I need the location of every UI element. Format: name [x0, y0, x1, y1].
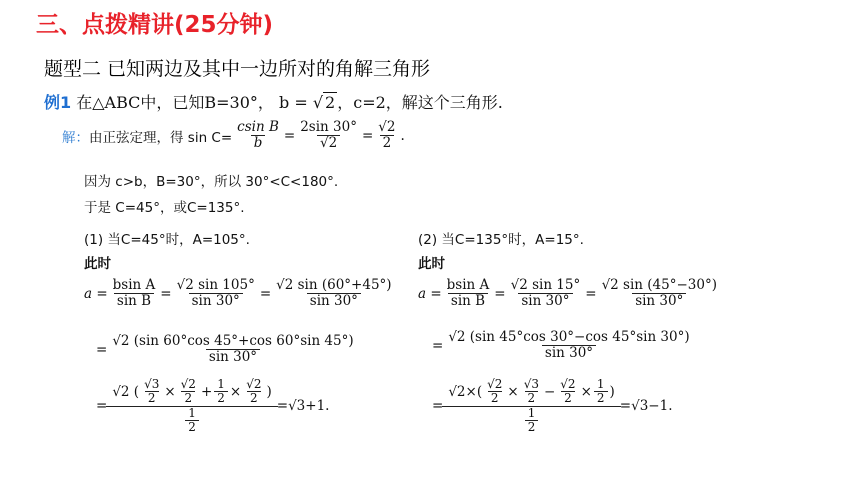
case1-heading: (1) 当C=45°时，A=105°. — [84, 232, 250, 248]
a-equals: a = — [84, 285, 108, 302]
case1-eq-2: = $\frac{√2 (\sin 60^\circ\cos 45^\circ+\cos 60^\circ\sin 45^\circ)}{\sin 30^\circ}$ — [96, 334, 359, 365]
fraction — [297, 120, 360, 151]
frac-den: 2 — [525, 420, 539, 435]
frac-num: √3 — [144, 377, 160, 391]
solution-lead: 由正弦定理，得 sin C= — [89, 129, 233, 146]
example-label: 例1 — [44, 93, 72, 112]
frac-num: 2sin 30° — [300, 119, 357, 135]
frac-num: √2 sin 15° — [510, 277, 581, 293]
frac-num: √2 — [180, 377, 196, 391]
fraction — [444, 278, 493, 309]
frac-den: 2 — [214, 391, 228, 406]
frac-num: √2 — [487, 377, 503, 391]
fraction — [508, 278, 584, 309]
frac-num: √3 — [523, 377, 539, 391]
frac-den: 2 — [185, 420, 199, 435]
frac-den — [106, 406, 277, 435]
frac-den: 2 — [247, 391, 261, 406]
fraction — [234, 120, 282, 151]
frac-den: sin 30° — [632, 293, 686, 310]
frac-den: 2 — [561, 391, 575, 406]
frac-num: bsin A — [446, 277, 490, 293]
topic-title: 题型二 已知两边及其中一边所对的角解三角形 — [44, 58, 431, 80]
fraction — [525, 407, 539, 435]
fraction — [484, 378, 505, 406]
fraction — [521, 378, 542, 406]
fraction — [599, 278, 720, 309]
frac-den: sin B — [114, 293, 154, 310]
frac-num: √2 — [560, 377, 576, 391]
solution-label: 解： — [62, 129, 89, 146]
frac-num: csin B — [237, 119, 279, 135]
frac-den: 2 — [181, 391, 195, 406]
example-b-part: b = — [279, 93, 313, 112]
frac-den: √2 — [317, 135, 340, 152]
frac-den: 2 — [525, 391, 539, 406]
frac-den: sin 30° — [542, 345, 596, 362]
frac-num: bsin A — [112, 277, 156, 293]
fraction — [174, 278, 258, 309]
fraction — [375, 120, 398, 151]
fraction — [185, 407, 199, 435]
solution-line-1: 解： 由正弦定理，得 sin C= $\frac{\text{csin B}}{b}$ = $\frac{2\sin 30^\circ}{√2}$ = $\frac{√2}{2}$ . — [62, 119, 405, 151]
frac-num: √2 (sin 60°cos 45°+cos 60°sin 45°) — [112, 333, 354, 349]
section-title: 三、点拨精讲(25分钟) — [36, 12, 274, 38]
frac-num: √2 ( $\frac{√3}{2}$ × $\frac{√2}{2}$ + $\frac{1}{2}$ × $\frac{√2}{2}$ ) — [112, 377, 272, 406]
frac-num: 1 — [188, 405, 196, 420]
fraction — [445, 378, 617, 435]
frac-den: 2 — [594, 391, 608, 406]
frac-den: b — [251, 135, 266, 152]
frac-num: 1 — [596, 377, 605, 391]
fraction — [141, 378, 162, 406]
frac-num: √2 sin 105° — [176, 277, 255, 293]
fraction — [109, 334, 356, 365]
case1-now: 此时 — [84, 256, 111, 272]
example-statement — [44, 90, 503, 113]
fraction — [110, 278, 159, 309]
solution-line-2: 因为 c>b，B=30°，所以 30°<C<180°. — [84, 174, 339, 190]
frac-num: 1 — [527, 405, 536, 420]
frac-den — [442, 406, 620, 435]
case1-eq-3: = √2 ( $\frac{√3}{2}$ × $\frac{√2}{2}$ + $\frac{1}{2}$ × $\frac{√2}{2}$ ) $\frac{1}{2}$ =√3+1. — [96, 377, 330, 435]
case2-eq-1: a = $\frac{\text{bsin A}}{\text{sin B}}$ = $\frac{√2 \sin 15^\circ}{\sin 30^\circ}$ = $\frac{√2 \sin (45^\circ-30^\circ)}{\sin 30^\circ}$ — [418, 278, 722, 309]
case1-result: =√3+1. — [276, 398, 330, 415]
frac-num: √2 (sin 45°cos 30°−cos 45°sin 30°) — [448, 329, 690, 345]
a-equals: a = — [418, 285, 442, 302]
case2-heading: (2) 当C=135°时，A=15°. — [418, 232, 584, 248]
frac-num: √2 — [378, 119, 396, 135]
frac-den: 2 — [380, 135, 395, 152]
fraction — [557, 378, 578, 406]
frac-den: sin B — [448, 293, 488, 310]
fraction — [594, 378, 608, 406]
frac-num: √2 — [246, 377, 262, 391]
frac-den: 2 — [145, 391, 159, 406]
fraction — [109, 378, 274, 435]
case2-result: =√3−1. — [619, 398, 673, 415]
frac-den: sin 30° — [307, 293, 361, 310]
example-text-1: 在△ABC中，已知B=30°， — [71, 93, 274, 112]
case2-eq-2: = $\frac{√2 (\sin 45^\circ\cos 30^\circ-\cos 45^\circ\sin 30^\circ)}{\sin 30^\circ}$ — [432, 330, 695, 361]
fraction — [178, 378, 199, 406]
fraction — [445, 330, 692, 361]
frac-num: √2 sin (45°−30°) — [601, 277, 717, 293]
fraction — [273, 278, 394, 309]
frac-den: 2 — [488, 391, 502, 406]
fraction — [243, 378, 264, 406]
fraction — [214, 378, 228, 406]
case2-now: 此时 — [418, 256, 445, 272]
frac-den: sin 30° — [189, 293, 243, 310]
example-sqrt-value: 2 — [325, 93, 336, 112]
frac-den: sin 30° — [206, 349, 260, 366]
case2-eq-3: = √2×( $\frac{√2}{2}$ × $\frac{√3}{2}$ − $\frac{√2}{2}$ × $\frac{1}{2}$ ) $\frac{1}{2}$ =√3−1. — [432, 377, 673, 435]
case1-eq-1: a = $\frac{\text{bsin A}}{\text{sin B}}$ = $\frac{√2 \sin 105^\circ}{\sin 30^\circ}$ = $\frac{√2 \sin (60^\circ+45^\circ)}{\sin 30^\circ}$ — [84, 278, 397, 309]
frac-num: 1 — [217, 377, 225, 391]
frac-den: sin 30° — [518, 293, 572, 310]
frac-num: √2×( $\frac{√2}{2}$ × $\frac{√3}{2}$ − $\frac{√2}{2}$ × $\frac{1}{2}$ ) — [448, 377, 615, 406]
sqrt-symbol: √ 2 — [312, 93, 336, 112]
frac-num: √2 sin (60°+45°) — [276, 277, 392, 293]
case2-f5-num-a: √2×( — [448, 383, 483, 400]
case1-f5-num-a: √2 ( — [112, 383, 140, 400]
example-text-2: ，c=2，解这个三角形. — [337, 93, 503, 112]
solution-line-3: 于是 C=45°，或C=135°. — [84, 200, 245, 216]
